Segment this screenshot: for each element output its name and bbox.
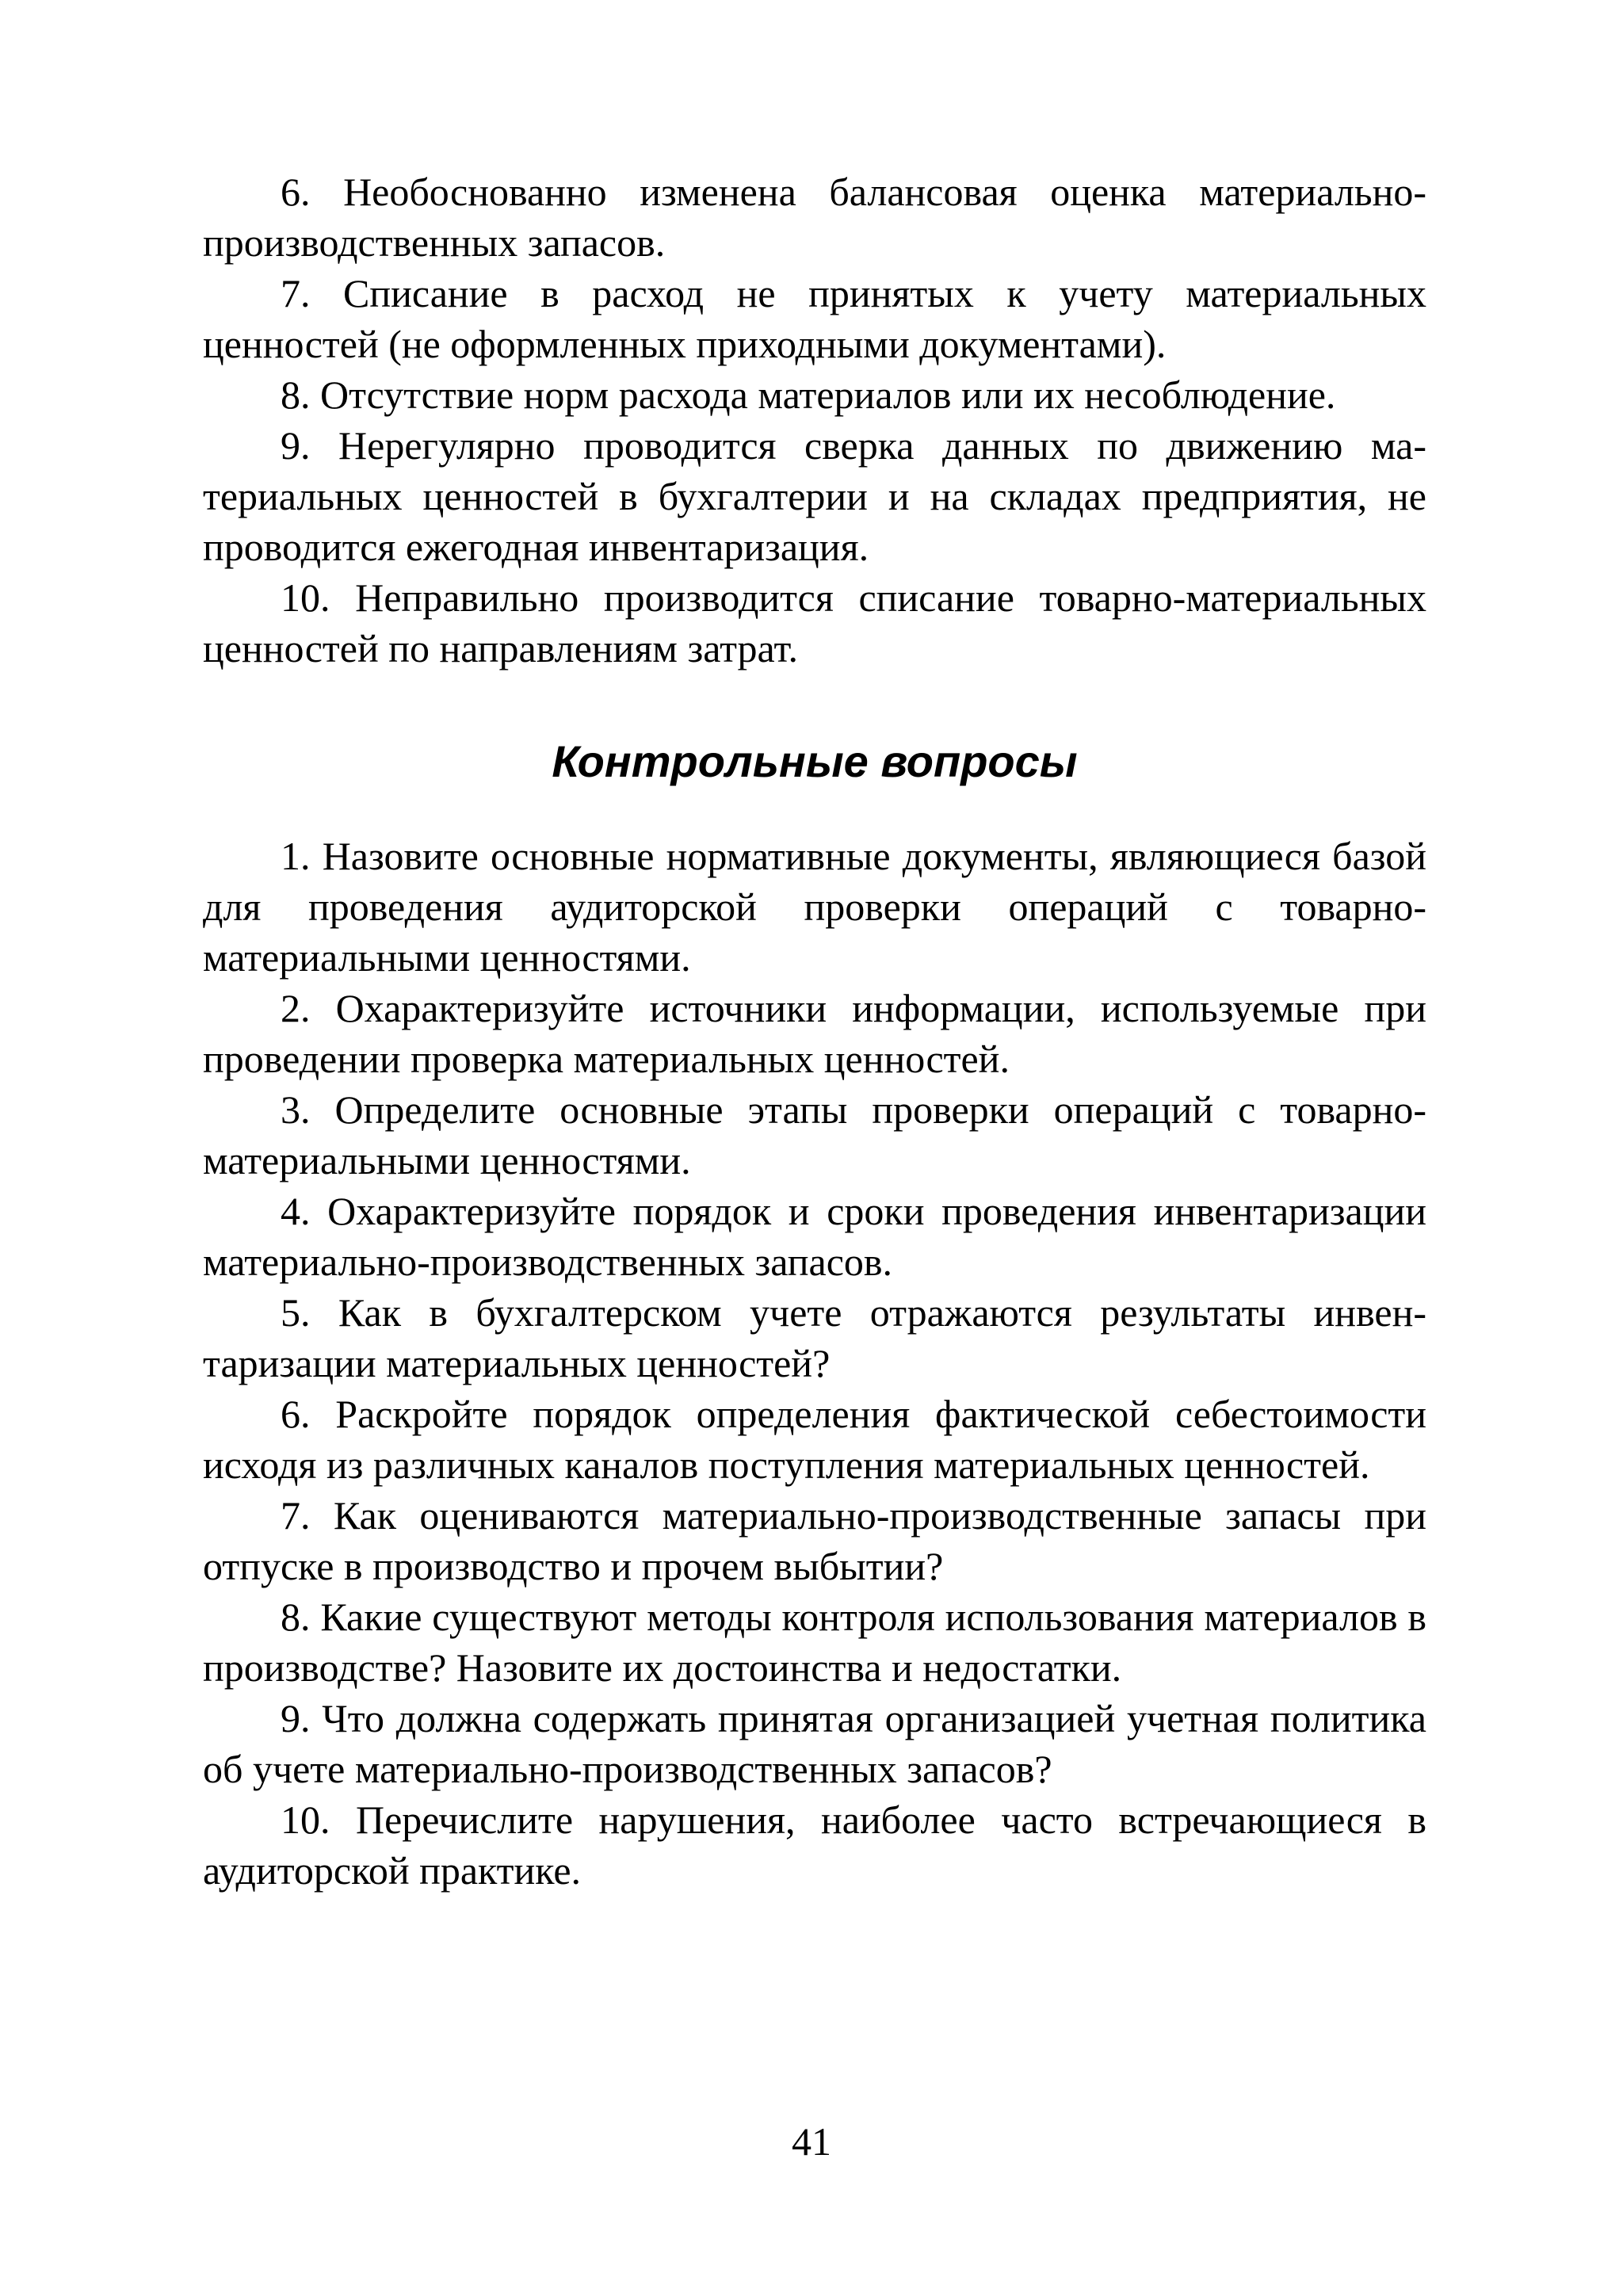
violation-item-8: 8. Отсутствие норм расхода материалов или их несоблюдение. <box>281 372 1336 417</box>
violation-item-6: 6. Необоснованно изменена балансовая оценка материально-производственных запасов. <box>203 170 1426 265</box>
page-content <box>203 166 1426 1896</box>
violation-item-7: 7. Списание в расход не принятых к учету материальных ценностей (не оформленных приходными документами). <box>203 271 1426 366</box>
question-item-9: 9. Что должна содержать принятая организацией учетная политика об учете материально-производственных запасов? <box>203 1696 1426 1791</box>
question-item-6: 6. Раскройте порядок определения фактической себестоимости исходя из различных каналов поступления материальных ценностей. <box>203 1392 1426 1487</box>
violation-item-9: 9. Нерегулярно проводится сверка данных по движению материальных ценностей в бухгалтерии и на складах предприятия, не проводится ежегодная инвентаризация. <box>203 423 1426 569</box>
questions-list <box>203 831 1426 1896</box>
question-item-1: 1. Назовите основные нормативные документы, являющиеся базой для проведения аудиторской проверки операций с товарно-материальными ценностями. <box>203 834 1426 980</box>
violation-item-10: 10. Неправильно производится списание товарно-материальных ценностей по направлениям затрат. <box>203 575 1426 670</box>
question-item-7: 7. Как оцениваются материально-производственные запасы при отпуске в производство и прочем выбытии? <box>203 1493 1426 1588</box>
question-item-10: 10. Перечислите нарушения, наиболее часто встречающиеся в аудиторской практике. <box>203 1797 1426 1893</box>
violations-list <box>203 166 1426 674</box>
question-item-3: 3. Определите основные этапы проверки операций с товарно-материальными ценностями. <box>203 1087 1426 1182</box>
question-item-2: 2. Охарактеризуйте источники информации, используемые при проведении проверка материальных ценностей. <box>203 986 1426 1081</box>
page-number: 41 <box>792 2119 831 2164</box>
question-item-5: 5. Как в бухгалтерском учете отражаются результаты инвентаризации материальных ценностей? <box>203 1290 1426 1385</box>
question-item-8: 8. Какие существуют методы контроля использования материалов в производстве? Назовите их достоинства и недостатки. <box>203 1595 1426 1690</box>
question-item-4: 4. Охарактеризуйте порядок и сроки проведения инвентаризации материально-производственных запасов. <box>203 1189 1426 1284</box>
section-heading: Контрольные вопросы <box>552 736 1078 786</box>
